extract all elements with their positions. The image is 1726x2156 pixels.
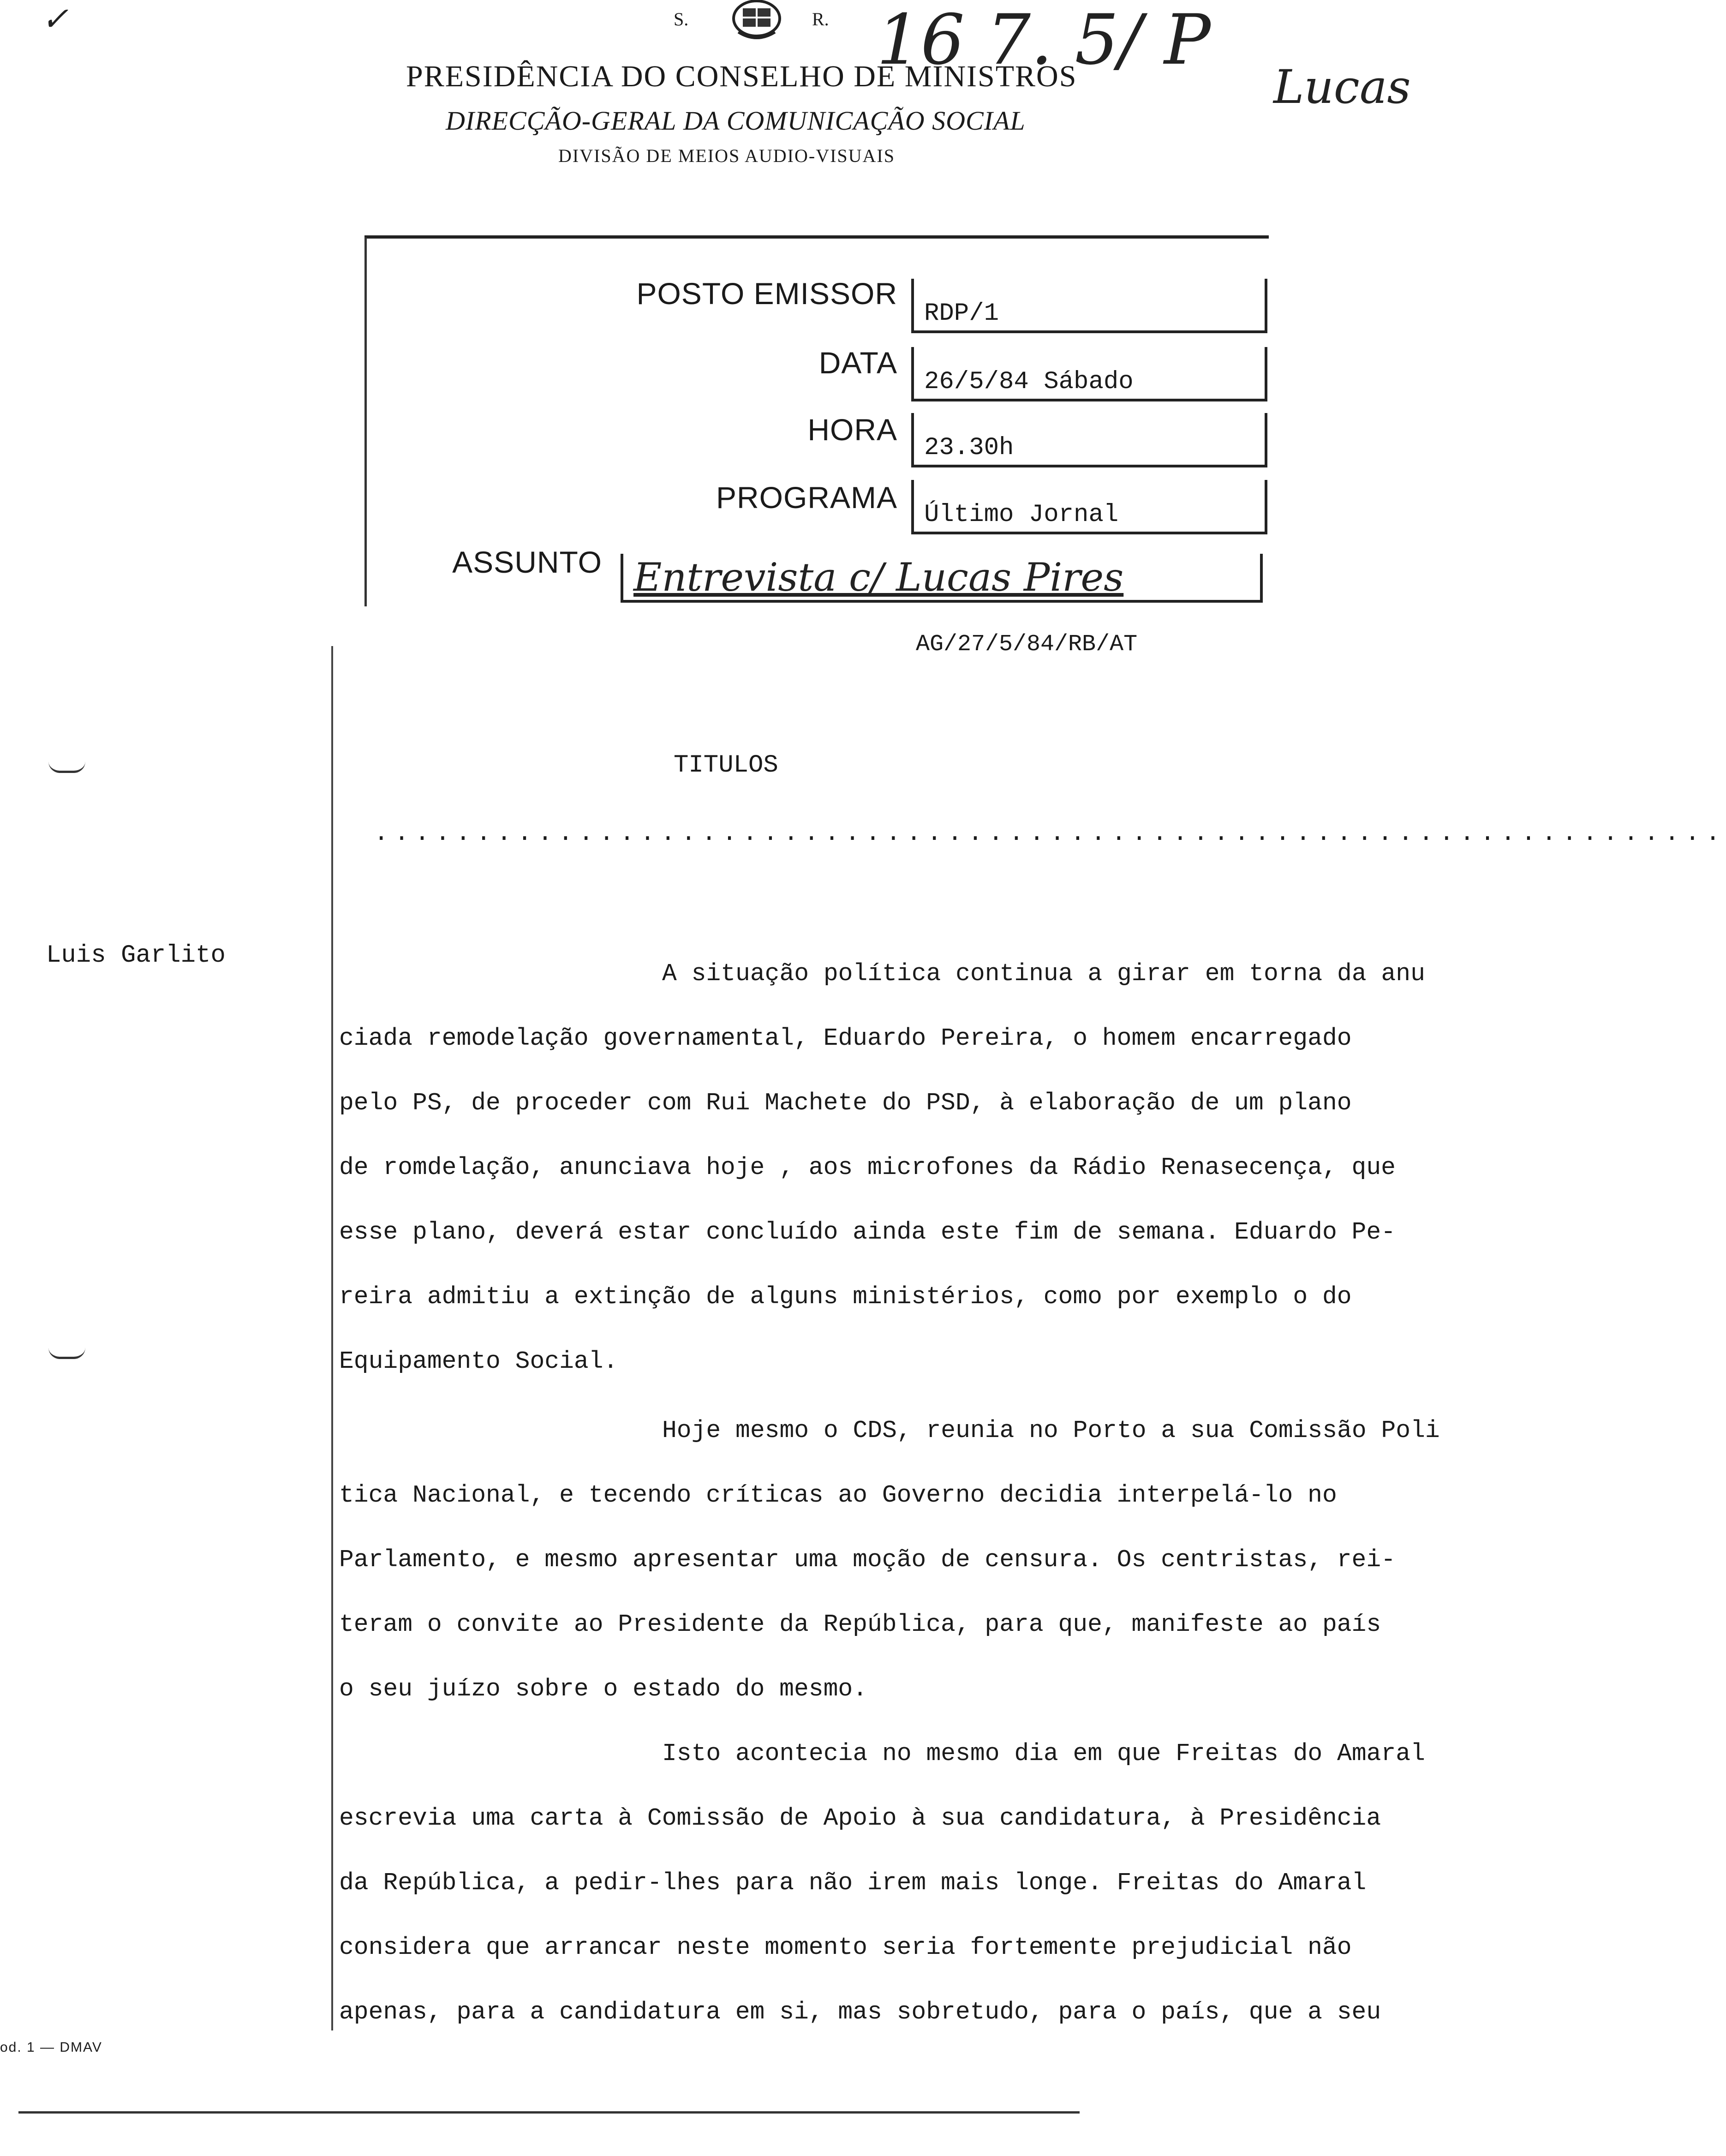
posto-emissor-box — [911, 279, 1267, 333]
text-line: considera que arrancar neste momento seria fortemente prejudicial não — [339, 1934, 1352, 1961]
posto-emissor-label: POSTO EMISSOR — [636, 276, 897, 311]
paragraph-1 — [339, 941, 1479, 1394]
header-title: PRESIDÊNCIA DO CONSELHO DE MINISTROS — [406, 60, 1077, 93]
bottom-rule — [18, 2111, 1080, 2114]
text-line: da República, a pedir-lhes para não irem mais longe. Freitas do Amaral — [339, 1869, 1367, 1897]
corner-checkmark: ✓ — [42, 0, 69, 38]
titulos-heading: TITULOS — [674, 751, 778, 779]
paragraph-3 — [339, 1721, 1479, 2044]
text-line: pelo PS, de proceder com Rui Machete do PSD, à elaboração de um plano — [339, 1089, 1352, 1117]
paragraph-2 — [339, 1398, 1479, 1721]
assunto-label: ASSUNTO — [452, 545, 602, 579]
text-line: Isto acontecia no mesmo dia em que Freitas do Amaral — [662, 1740, 1425, 1767]
text-line: Hoje mesmo o CDS, reunia no Porto a sua Comissão Poli — [662, 1417, 1440, 1444]
programa-label: PROGRAMA — [716, 480, 897, 515]
hora-box — [911, 413, 1267, 467]
text-line: apenas, para a candidatura em si, mas sobretudo, para o país, que a seu — [339, 1998, 1381, 2026]
seal-letter-r: R. — [812, 9, 829, 30]
text-line: A situação política continua a girar em torna da anu — [662, 960, 1425, 988]
handwritten-file-number: 16 7. 5/ P — [877, 0, 1211, 80]
form-code: od. 1 — DMAV — [0, 2040, 102, 2055]
form-top-rule — [364, 235, 1269, 239]
text-line: Parlamento, e mesmo apresentar uma moção de censura. Os centristas, rei- — [339, 1546, 1396, 1574]
margin-tick-mark — [48, 761, 85, 773]
assunto-box — [621, 554, 1263, 603]
text-line: Equipamento Social. — [339, 1348, 618, 1375]
speaker-name: Luis Garlito — [46, 941, 226, 970]
programa-value: Último Jornal — [924, 501, 1119, 529]
text-line: ciada remodelação governamental, Eduardo Pereira, o homem encarregado — [339, 1024, 1352, 1052]
posto-emissor-value: RDP/1 — [924, 299, 999, 328]
dotted-separator: .................................................................. — [374, 820, 1726, 848]
text-line: esse plano, deverá estar concluído ainda este fim de semana. Eduardo Pe- — [339, 1218, 1396, 1246]
header-division: DIVISÃO DE MEIOS AUDIO-VISUAIS — [558, 145, 895, 166]
hora-value: 23.30h — [924, 434, 1014, 462]
hora-label: HORA — [807, 413, 897, 447]
text-line: o seu juízo sobre o estado do mesmo. — [339, 1675, 867, 1703]
margin-tick-mark — [48, 1348, 85, 1359]
body-left-rule — [331, 646, 333, 2030]
data-box — [911, 347, 1267, 401]
text-line: de romdelação, anunciava hoje , aos microfones da Rádio Renasecença, que — [339, 1154, 1396, 1181]
reference-code: AG/27/5/84/RB/AT — [916, 631, 1138, 658]
assunto-value: Entrevista c/ Lucas Pires — [633, 555, 1124, 600]
programa-box — [911, 480, 1267, 534]
text-line: escrevia uma carta à Comissão de Apoio à sua candidatura, à Presidência — [339, 1804, 1381, 1832]
text-line: reira admitiu a extinção de alguns ministérios, como por exemplo o do — [339, 1283, 1352, 1311]
text-line: tica Nacional, e tecendo críticas ao Governo decidia interpelá-lo no — [339, 1481, 1337, 1509]
seal-letter-s: S. — [674, 9, 689, 30]
data-label: DATA — [818, 346, 897, 380]
handwritten-note: Lucas — [1273, 60, 1411, 114]
data-value: 26/5/84 Sábado — [924, 368, 1134, 396]
header-subtitle: DIRECÇÃO-GERAL DA COMUNICAÇÃO SOCIAL — [446, 106, 1026, 136]
text-line: teram o convite ao Presidente da República, para que, manifeste ao país — [339, 1611, 1381, 1638]
coat-of-arms-seal-icon — [729, 0, 784, 44]
